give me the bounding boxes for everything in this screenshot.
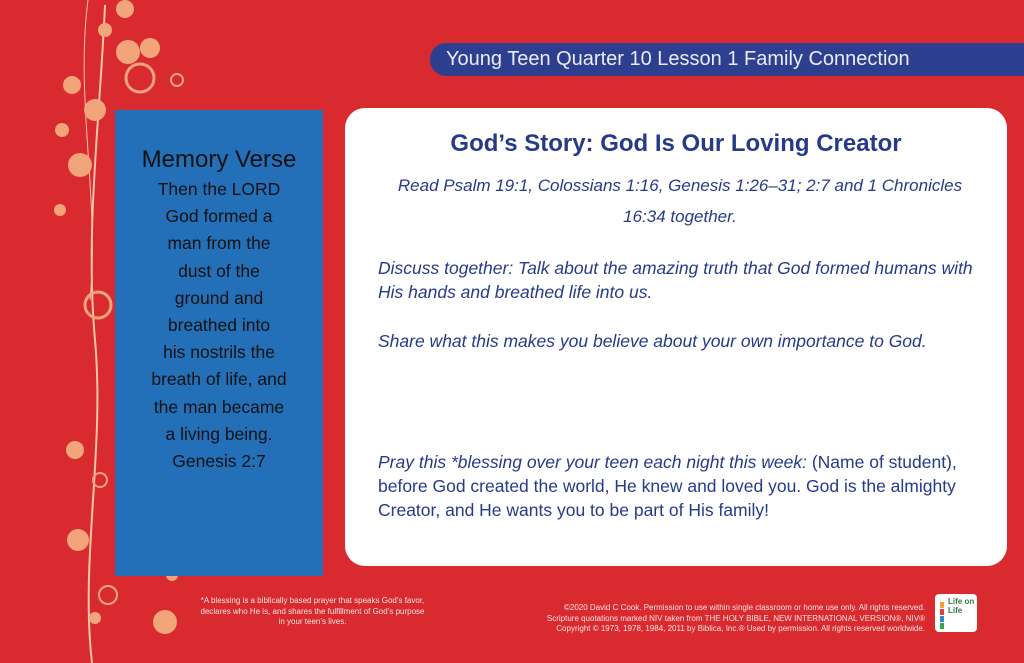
story-prayer (378, 450, 988, 522)
life-on-life-logo (935, 594, 977, 632)
story-share: Share what this makes you believe about your own importance to God. (378, 331, 927, 351)
verse-line: a living being. (165, 423, 273, 444)
header-title: Young Teen Quarter 10 Lesson 1 Family Connection (446, 48, 910, 70)
copyright-notice (440, 603, 925, 635)
verse-line: God formed a (165, 206, 273, 227)
story-card (345, 108, 1007, 566)
logo-text: Life on Life (948, 597, 975, 615)
prayer-intro: Pray this *blessing over your teen each night this week: (378, 452, 807, 472)
verse-line: breathed into (167, 315, 271, 336)
verse-line: his nostrils the (163, 342, 275, 363)
copyright-line: Copyright © 1973, 1978, 1984, 2011 by Biblica, Inc.® Used by permission. All rights reserved worldwide. (556, 624, 925, 633)
blessing-footnote: *A blessing is a biblically based prayer that speaks God’s favor, declares who He is, and shares the fulfillment of God’s purpose in your teen’s lives. (200, 596, 425, 626)
memory-verse-reference: Genesis 2:7 (172, 451, 266, 472)
verse-line: man from the (167, 233, 271, 254)
story-discuss: Discuss together: Talk about the amazing truth that God formed humans with His hands and breathed life into us. (378, 258, 973, 302)
copyright-line: Scripture quotations marked NIV taken from THE HOLY BIBLE, NEW INTERNATIONAL VERSION®, NIV® (546, 613, 925, 623)
memory-verse-text (115, 176, 323, 448)
logo-bars-icon (940, 602, 944, 630)
verse-line: dust of the (178, 260, 260, 281)
verse-line: Then the LORD (157, 179, 281, 199)
copyright-line: ©2020 David C Cook. Permission to use within single classroom or home use only. All rights reserved. (563, 603, 925, 612)
header-band (430, 43, 1024, 76)
verse-line: the man became (153, 396, 285, 417)
verse-line: breath of life, and (151, 369, 287, 390)
prayer-text: (Name of student), before God created the world, He knew and loved you. God is the almighty Creator, and He wants you to be part of His family! (378, 452, 957, 520)
story-read-instruction: Read Psalm 19:1, Colossians 1:16, Genesis 1:26–31; 2:7 and 1 Chronicles 16:34 together. (397, 176, 963, 226)
memory-verse-title: Memory Verse (141, 146, 297, 173)
verse-line: ground and (174, 287, 264, 308)
memory-verse-panel (115, 110, 323, 576)
story-title: God’s Story: God Is Our Loving Creator (450, 130, 902, 157)
